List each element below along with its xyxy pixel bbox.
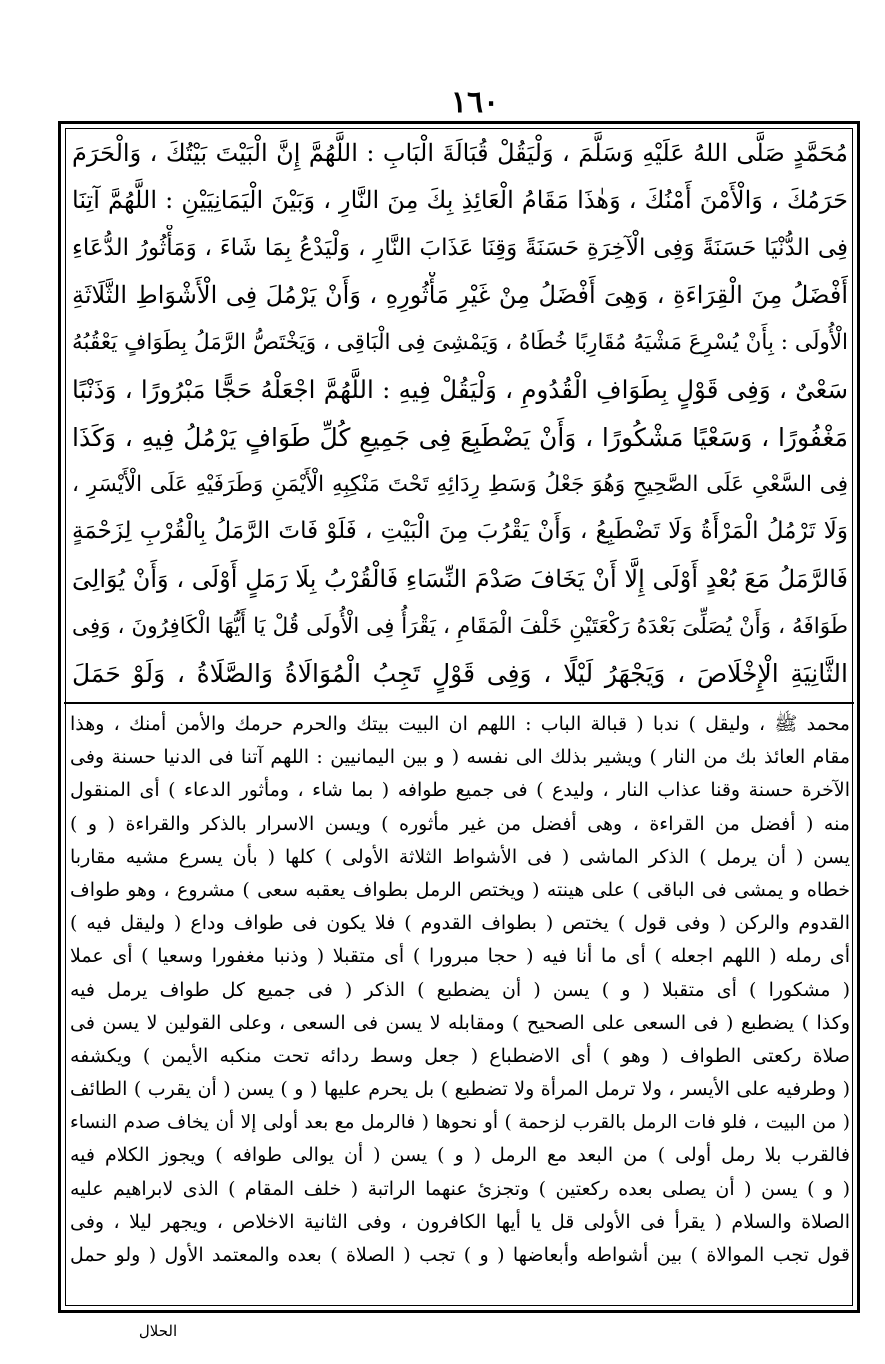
main-text-line: وَلَا تَرْمُلُ الْمَرْأَةُ وَلَا تَضْطَبِعُ ، وَأَنْ يَقْرُبَ مِنَ الْبَيْتِ ، فَلَوْ فَاتَ الرَّمَلُ بِالْقُرْبِ لِزَحْمَةٍ [72, 518, 848, 545]
main-text-line: سَعْىٌ ، وَفِى قَوْلٍ بِطَوَافِ الْقُدُومِ ، وَلْيَقُلْ فِيهِ : اللَّهُمَّ اجْعَلْهُ حَجًّا مَبْرُورًا ، وَذَنْبًا [72, 375, 848, 405]
commentary-line: محمد ﷺ ، وليقل ) ندبا ( قبالة الباب : اللهم ان البيت بيتك والحرم حرمك والأمن أمنك ، وهذا [70, 713, 850, 735]
main-text-line: مُحَمَّدٍ صَلَّى اللهُ عَلَيْهِ وَسَلَّمَ ، وَلْيَقُلْ قُبَالَةَ الْبَابِ : اللَّهُمَّ إِنَّ الْبَيْتَ بَيْتُكَ ، وَالْحَرَمَ [72, 139, 848, 167]
main-text-line: أَفْضَلُ مِنَ الْقِرَاءَةِ ، وَهِىَ أَفْضَلُ مِنْ غَيْرِ مَأْثُورِهِ ، وَأَنْ يَرْمُلَ فِى الْأَشْوَاطِ الثَّلَاثَةِ [72, 280, 848, 309]
main-text-line: فَالرَّمَلُ مَعَ بُعْدٍ أَوْلَى إِلَّا أَنْ يَخَافَ صَدْمَ النِّسَاءِ فَالْقُرْبُ بِلَا رَمَلٍ أَوْلَى ، وَأَنْ يُوَالِىَ [72, 564, 848, 593]
commentary-line: الآخرة حسنة وقنا عذاب النار ، وليدع ) فى جميع طوافه ( بما شاء ، ومأثور الدعاء ) أى المنقول [70, 779, 850, 802]
main-text-line: حَرَمُكَ ، وَالْأَمْنَ أَمْنُكَ ، وَهٰذَا مَقَامُ الْعَائِذِ بِكَ مِنَ النَّارِ ، وَبَيْنَ الْيَمَانِيَيْنِ : اللَّهُمَّ آتِنَا [72, 186, 848, 215]
commentary-line: الصلاة والسلام ( يقرأ فى الأولى قل يا أيها الكافرون ، وفى الثانية الاخلاص ، ويجهر ليلا ، وفى [70, 1210, 850, 1233]
main-text-line: مَغْفُورًا ، وَسَعْيًا مَشْكُورًا ، وَأَنْ يَضْطَبِعَ فِى جَمِيعِ كُلِّ طَوَافٍ يَرْمُلُ فِيهِ ، وَكَذَا [72, 422, 848, 452]
commentary-line: خطاه و يمشى فى الباقى ) على هينته ( ويختص الرمل بطواف يعقبه سعى ) مشروع ، وهو طواف [70, 878, 850, 901]
main-text [72, 130, 848, 698]
commentary-line: ( من البيت ، فلو فات الرمل بالقرب لزحمة ) أو نحوها ( فالرمل مع بعد أولى إلا أن يخاف صدم النساء [70, 1112, 850, 1134]
commentary-line: ( و ) يسن ( أن يصلى بعده ركعتين ) وتجزئ عنهما الراتبة ( خلف المقام ) الذى لابراهيم عليه [70, 1177, 850, 1200]
main-text-line: الْأُولَى : بِأَنْ يُسْرِعَ مَشْيَهُ مُقَارِبًا خُطَاهُ ، وَيَمْشِىَ فِى الْبَاقِى ، وَيَخْتَصُّ الرَّمَلُ بِطَوَافٍ يَعْقُبُهُ [72, 330, 848, 356]
main-text-line: فِى السَّعْىِ عَلَى الصَّحِيحِ وَهُوَ جَعْلُ وَسَطِ رِدَائِهِ تَحْتَ مَنْكِبِهِ الْأَيْمَنِ وَطَرَفَيْهِ عَلَى الْأَيْسَرِ ، [72, 472, 848, 498]
commentary-line: فالقرب بلا رمل أولى ) من البعد مع الرمل ( و ) يسن ( أن يوالى طوافه ) ويجوز الكلام فيه [70, 1144, 850, 1167]
commentary-line: منه ( أفضل من القراءة ، وهى أفضل من غير مأثوره ) ويسن الاسرار بالذكر والقراءة ( و ) [70, 812, 850, 835]
commentary-line: وكذا ) يضطبع ( فى السعى على الصحيح ) ومقابله لا يسن فى السعى ، وعلى القولين لا يسن فى [70, 1011, 850, 1034]
commentary-line: يسن ( أن يرمل ) الذكر الماشى ( فى الأشواط الثلاثة الأولى ) كلها ( بأن يسرع مشيه مقاربا [70, 845, 850, 868]
commentary-line: صلاة ركعتى الطواف ( وهو ) أى الاضطباع ( جعل وسط ردائه تحت منكبه الأيمن ) ويكشفه [70, 1044, 850, 1067]
main-text-line: الثَّانِيَةِ الْإِخْلَاصَ ، وَيَجْهَرُ لَيْلًا ، وَفِى قَوْلٍ تَجِبُ الْمُوَالَاةُ وَالصَّلَاةُ ، وَلَوْ حَمَلَ [72, 659, 848, 689]
commentary-line: القدوم والركن ( وفى قول ) يختص ( بطواف القدوم ) فلا يكون فى طواف وداع ( وليقل فيه ) [70, 912, 850, 935]
commentary [70, 708, 850, 1305]
commentary-line: ( مشكورا ) أى متقبلا ( و ) يسن ( أن يضطبع ) الذكر ( فى جميع كل طواف يرمل فيه [70, 978, 850, 1001]
commentary-line: ( وطرفيه على الأيسر ، ولا ترمل المرأة ولا تضطبع ) بل يحرم عليها ( و ) يسن ( أن يقرب ) الطائف [70, 1078, 850, 1101]
commentary-line: مقام العائذ بك من النار ) ويشير بذلك الى نفسه ( و بين اليمانيين : اللهم آتنا فى الدنيا حسنة وفى [70, 746, 850, 769]
commentary-line: أى رمله ( اللهم اجعله ) أى ما أنا فيه ( حجا مبرورا ) أى متقبلا ( وذنبا مغفورا وسعيا ) أى عملا [70, 945, 850, 968]
main-text-line: طَوَافَهُ ، وَأَنْ يُصَلِّىَ بَعْدَهُ رَكْعَتَيْنِ خَلْفَ الْمَقَامِ ، يَقْرَأُ فِى الْأُولَى قُلْ يَا أَيُّهَا الْكَافِرُونَ ، وَفِى [72, 613, 848, 639]
main-text-line: فِى الدُّنْيَا حَسَنَةً وَفِى الْآخِرَةِ حَسَنَةً وَقِنَا عَذَابَ النَّارِ ، وَلْيَدْعُ بِمَا شَاءَ ، وَمَأْثُورُ الدُّعَاءِ [72, 234, 848, 261]
commentary-line: قول تجب الموالاة ) بين أشواطه وأبعاضها ( و ) تجب ( الصلاة ) بعده والمعتمد الأول ( ولو حمل [70, 1244, 850, 1266]
section-divider [64, 702, 854, 704]
page-number: ١٦٠ [450, 85, 500, 120]
catchword: الحلال [138, 1322, 178, 1340]
